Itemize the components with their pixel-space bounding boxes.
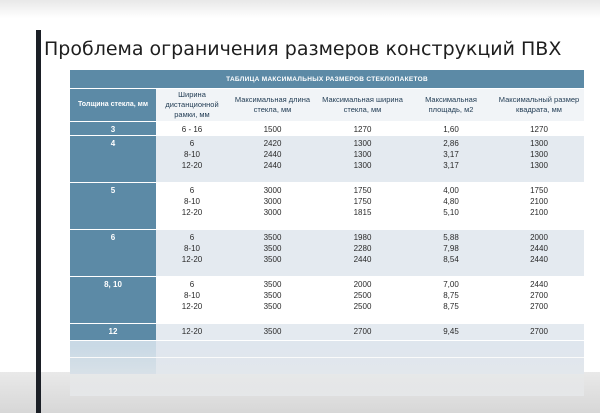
- cell-value: 3,17: [443, 161, 459, 170]
- cell-max-length: [228, 230, 317, 277]
- cell-value: 6: [189, 233, 195, 242]
- cell-max-length: [228, 183, 317, 230]
- cell-value: 1300: [530, 150, 548, 159]
- cell-value: 1300: [353, 161, 372, 170]
- cell-max-square: [494, 183, 584, 230]
- cell-max-length: [228, 122, 317, 136]
- cell-value: 3500: [263, 291, 282, 300]
- cell-value: 1750: [530, 186, 548, 195]
- cell-max-width: [317, 136, 408, 183]
- header-thickness: Толщина стекла, мм: [70, 89, 156, 122]
- cell-value: 8,75: [443, 302, 459, 311]
- cell-value: 2500: [353, 291, 372, 300]
- cell-value: 3500: [263, 244, 282, 253]
- cell-value: 2500: [353, 302, 372, 311]
- cell-value: 12-20: [181, 161, 203, 170]
- top-strip: [0, 0, 600, 18]
- cell-thickness: 4: [70, 136, 156, 183]
- cell-value: 8,75: [443, 291, 459, 300]
- cell-value: 4,00: [443, 186, 459, 195]
- cell-thickness: 6: [70, 230, 156, 277]
- cell-max-length: [228, 136, 317, 183]
- table-row: [70, 230, 584, 277]
- cell-value: 6: [189, 139, 195, 148]
- cell-max-square: [494, 324, 584, 341]
- cell-thickness: 5: [70, 183, 156, 230]
- cell-value: 2440: [530, 255, 548, 264]
- cell-value: 3500: [263, 280, 282, 289]
- cell-value: 1750: [353, 186, 372, 195]
- cell-value: 8,54: [443, 255, 459, 264]
- cell-value: 1300: [530, 139, 548, 148]
- cell-value: 2440: [263, 161, 282, 170]
- cell-value: 2100: [530, 197, 548, 206]
- cell-frame-width: [156, 230, 228, 277]
- cell-value: 2000: [530, 233, 548, 242]
- cell-value: 12-20: [181, 302, 203, 311]
- cell-value: 2440: [530, 244, 548, 253]
- cell-value: 2440: [353, 255, 372, 264]
- cell-value: 3500: [263, 302, 282, 311]
- cell-value: 3500: [263, 327, 282, 336]
- cell-value: 12-20: [181, 255, 203, 264]
- cell-value: 6: [189, 186, 195, 195]
- cell-thickness: 12: [70, 324, 156, 341]
- cell-value: 2420: [263, 139, 282, 148]
- cell-value: 8-10: [183, 150, 200, 159]
- cell-value: 2100: [530, 208, 548, 217]
- cell-max-area: [408, 183, 494, 230]
- header-max-width: Максимальная ширина стекла, мм: [317, 89, 408, 122]
- cell-thickness: 3: [70, 122, 156, 136]
- cell-value: 8-10: [183, 197, 200, 206]
- cell-value: 6 - 16: [181, 125, 203, 134]
- cell-value: 1270: [530, 125, 548, 134]
- cell-max-width: [317, 122, 408, 136]
- cell-max-area: [408, 122, 494, 136]
- cell-value: 2700: [353, 327, 372, 336]
- cell-value: 1,60: [443, 125, 459, 134]
- table-row: [70, 136, 584, 183]
- cell-max-square: [494, 136, 584, 183]
- cell-max-square: [494, 122, 584, 136]
- cell-value: 2700: [530, 291, 548, 300]
- cell-value: 12-20: [181, 327, 203, 336]
- cell-value: 3,17: [443, 150, 459, 159]
- cell-max-area: [408, 277, 494, 324]
- cell-value: 5,10: [443, 208, 459, 217]
- cell-max-length: [228, 324, 317, 341]
- cell-value: 2700: [530, 327, 548, 336]
- cell-max-width: [317, 277, 408, 324]
- cell-value: 1300: [530, 161, 548, 170]
- cell-value: 1270: [353, 125, 372, 134]
- page-title: Проблема ограничения размеров конструкций ПВХ: [44, 38, 562, 60]
- cell-max-width: [317, 324, 408, 341]
- cell-frame-width: [156, 136, 228, 183]
- cell-value: 1980: [353, 233, 372, 242]
- header-max-length: Максимальная длина стекла, мм: [228, 89, 317, 122]
- cell-value: 6: [189, 280, 195, 289]
- cell-value: 12-20: [181, 208, 203, 217]
- table-row: [70, 324, 584, 341]
- cell-frame-width: [156, 277, 228, 324]
- cell-max-square: [494, 230, 584, 277]
- table-row: [70, 277, 584, 324]
- cell-max-width: [317, 230, 408, 277]
- cell-value: 2000: [353, 280, 372, 289]
- cell-value: 3000: [263, 186, 282, 195]
- cell-value: 2280: [353, 244, 372, 253]
- cell-value: 7,00: [443, 280, 459, 289]
- cell-max-square: [494, 277, 584, 324]
- cell-value: 1815: [353, 208, 372, 217]
- cell-value: 3500: [263, 233, 282, 242]
- cell-max-area: [408, 324, 494, 341]
- cell-value: 9,45: [443, 327, 459, 336]
- cell-value: 3000: [263, 208, 282, 217]
- cell-frame-width: [156, 183, 228, 230]
- cell-value: 3000: [263, 197, 282, 206]
- cell-value: 1750: [353, 197, 372, 206]
- cell-value: 5,88: [443, 233, 459, 242]
- cell-value: 8-10: [183, 291, 200, 300]
- cell-frame-width: [156, 324, 228, 341]
- table-caption: ТАБЛИЦА МАКСИМАЛЬНЫХ РАЗМЕРОВ СТЕКЛОПАКЕТОВ: [70, 70, 584, 89]
- cell-value: 2440: [530, 280, 548, 289]
- cell-frame-width: [156, 122, 228, 136]
- cell-value: 2,86: [443, 139, 459, 148]
- cell-value: 7,98: [443, 244, 459, 253]
- cell-value: 1500: [263, 125, 282, 134]
- accent-bar: [36, 30, 41, 413]
- cell-value: 2700: [530, 302, 548, 311]
- cell-max-area: [408, 136, 494, 183]
- cell-value: 4,80: [443, 197, 459, 206]
- cell-value: 1300: [353, 139, 372, 148]
- table-body: [70, 122, 584, 375]
- header-frame-width: Ширина дистанционной рамки, мм: [156, 89, 228, 122]
- glass-size-table: [70, 70, 584, 374]
- table-row: [70, 183, 584, 230]
- cell-max-length: [228, 277, 317, 324]
- cell-value: 1300: [353, 150, 372, 159]
- cell-value: 3500: [263, 255, 282, 264]
- table-row: [70, 122, 584, 136]
- header-max-square: Максимальный размер квадрата, мм: [494, 89, 584, 122]
- cell-max-width: [317, 183, 408, 230]
- cell-max-area: [408, 230, 494, 277]
- cell-value: 2440: [263, 150, 282, 159]
- header-max-area: Максимальная площадь, м2: [408, 89, 494, 122]
- cell-value: 8-10: [183, 244, 200, 253]
- reflection-fade: [70, 346, 584, 396]
- cell-thickness: 8, 10: [70, 277, 156, 324]
